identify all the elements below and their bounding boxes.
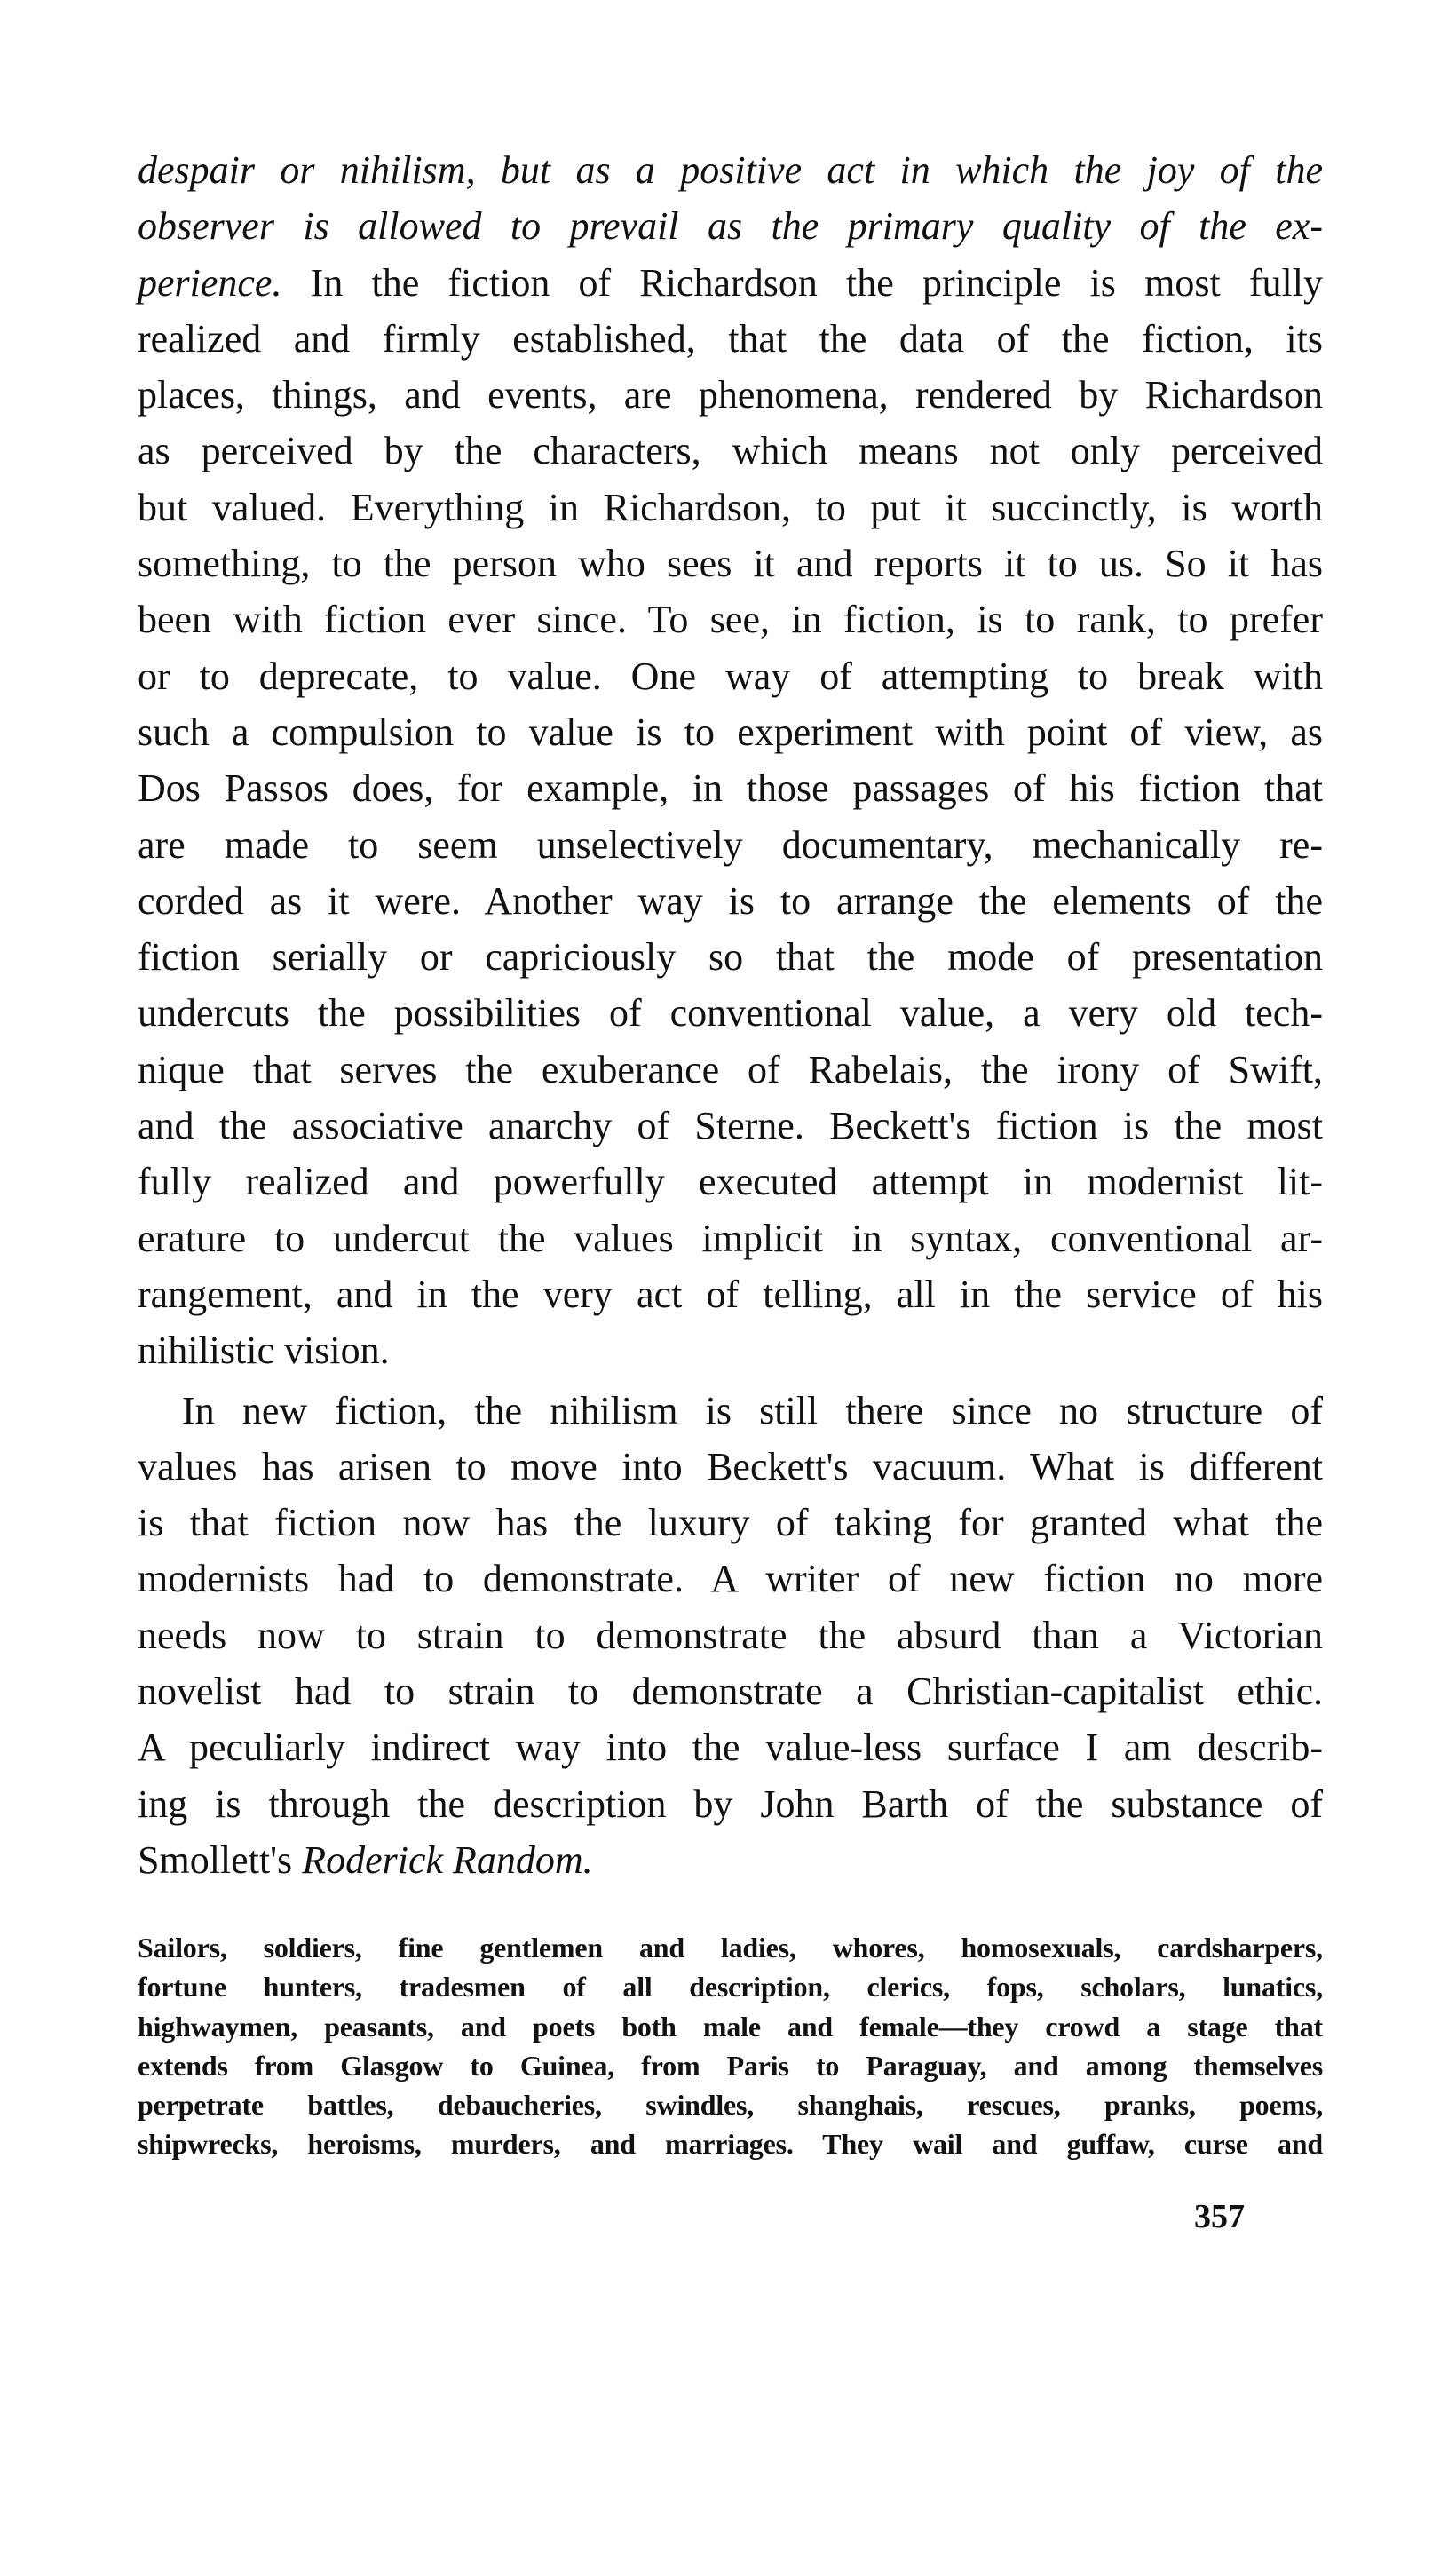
text-line: In new fiction, the nihilism is still there since no structure of: [182, 1388, 1323, 1432]
text-line: fiction serially or capriciously so that the mode of presentation: [138, 935, 1323, 980]
page-number: 357: [1194, 2198, 1245, 2235]
quote-line: highwaymen, peasants, and poets both male and female—they crowd a stage that: [138, 2010, 1323, 2043]
book-title: Roderick Random.: [302, 1837, 593, 1882]
text-line: A peculiarly indirect way into the value-less surface I am describ-: [138, 1726, 1323, 1770]
text-line: realized and firmly established, that the data of the fiction, its: [138, 316, 1323, 361]
text-line: and the associative anarchy of Sterne. Beckett's fiction is the most: [138, 1104, 1323, 1148]
text-line: ing is through the description by John Barth of the substance of: [138, 1781, 1323, 1826]
paragraph-1: [138, 142, 1323, 1379]
text-line: values has arisen to move into Beckett's vacuum. What is different: [138, 1444, 1323, 1488]
text-line: but valued. Everything in Richardson, to put it succinctly, is worth: [138, 485, 1323, 529]
text-line: corded as it were. Another way is to arrange the elements of the: [138, 878, 1323, 923]
paragraph-2: [138, 1383, 1323, 1889]
text-line: or to deprecate, to value. One way of attempting to break with: [138, 654, 1323, 698]
text-line: as perceived by the characters, which means not only perceived: [138, 429, 1323, 473]
italic-span: perience.: [138, 260, 282, 305]
text-span: Smollett's: [138, 1837, 303, 1882]
text-line: been with fiction ever since. To see, in fiction, is to rank, to prefer: [138, 598, 1323, 642]
text-line: [138, 1832, 1323, 1888]
text-line: places, things, and events, are phenomena, rendered by Richardson: [138, 373, 1323, 417]
text-line: nihilistic vision.: [138, 1329, 390, 1373]
text-line: Dos Passos does, for example, in those passages of his fiction that: [138, 766, 1323, 811]
text-line: such a compulsion to value is to experiment with point of view, as: [138, 710, 1323, 754]
text-line: rangement, and in the very act of telling, all in the service of his: [138, 1272, 1323, 1316]
quote-line: extends from Glasgow to Guinea, from Paris to Paraguay, and among themselves: [138, 2049, 1323, 2082]
text-line: fully realized and powerfully executed attempt in modernist lit-: [138, 1160, 1323, 1204]
block-quote: [138, 1928, 1323, 2163]
text-line: is that fiction now has the luxury of taking for granted what the: [138, 1501, 1323, 1545]
text-line: [138, 255, 1323, 311]
quote-line: Sailors, soldiers, fine gentlemen and ladies, whores, homosexuals, cardsharpers,: [138, 1932, 1323, 1964]
quote-line: shipwrecks, heroisms, murders, and marriages. They wail and guffaw, curse and: [138, 2128, 1323, 2161]
page-body: [138, 142, 1323, 2163]
text-line: despair or nihilism, but as a positive act in which the joy of the: [138, 148, 1323, 192]
text-span: In the fiction of Richardson the principle is most fully: [281, 260, 1323, 305]
text-line: novelist had to strain to demonstrate a Christian-capitalist ethic.: [138, 1670, 1323, 1714]
text-line: erature to undercut the values implicit in syntax, conventional ar-: [138, 1216, 1323, 1260]
text-line: nique that serves the exuberance of Rabelais, the irony of Swift,: [138, 1047, 1323, 1091]
text-line: needs now to strain to demonstrate the absurd than a Victorian: [138, 1613, 1323, 1657]
quote-line: perpetrate battles, debaucheries, swindles, shanghais, rescues, pranks, poems,: [138, 2088, 1323, 2121]
quote-line: fortune hunters, tradesmen of all description, clerics, fops, scholars, lunatics,: [138, 1971, 1323, 2004]
text-line: are made to seem unselectively documentary, mechanically re-: [138, 822, 1323, 867]
text-line: modernists had to demonstrate. A writer of new fiction no more: [138, 1557, 1323, 1601]
text-line: observer is allowed to prevail as the primary quality of the ex-: [138, 204, 1323, 249]
text-line: something, to the person who sees it and reports it to us. So it has: [138, 542, 1323, 586]
text-line: undercuts the possibilities of conventional value, a very old tech-: [138, 991, 1323, 1036]
